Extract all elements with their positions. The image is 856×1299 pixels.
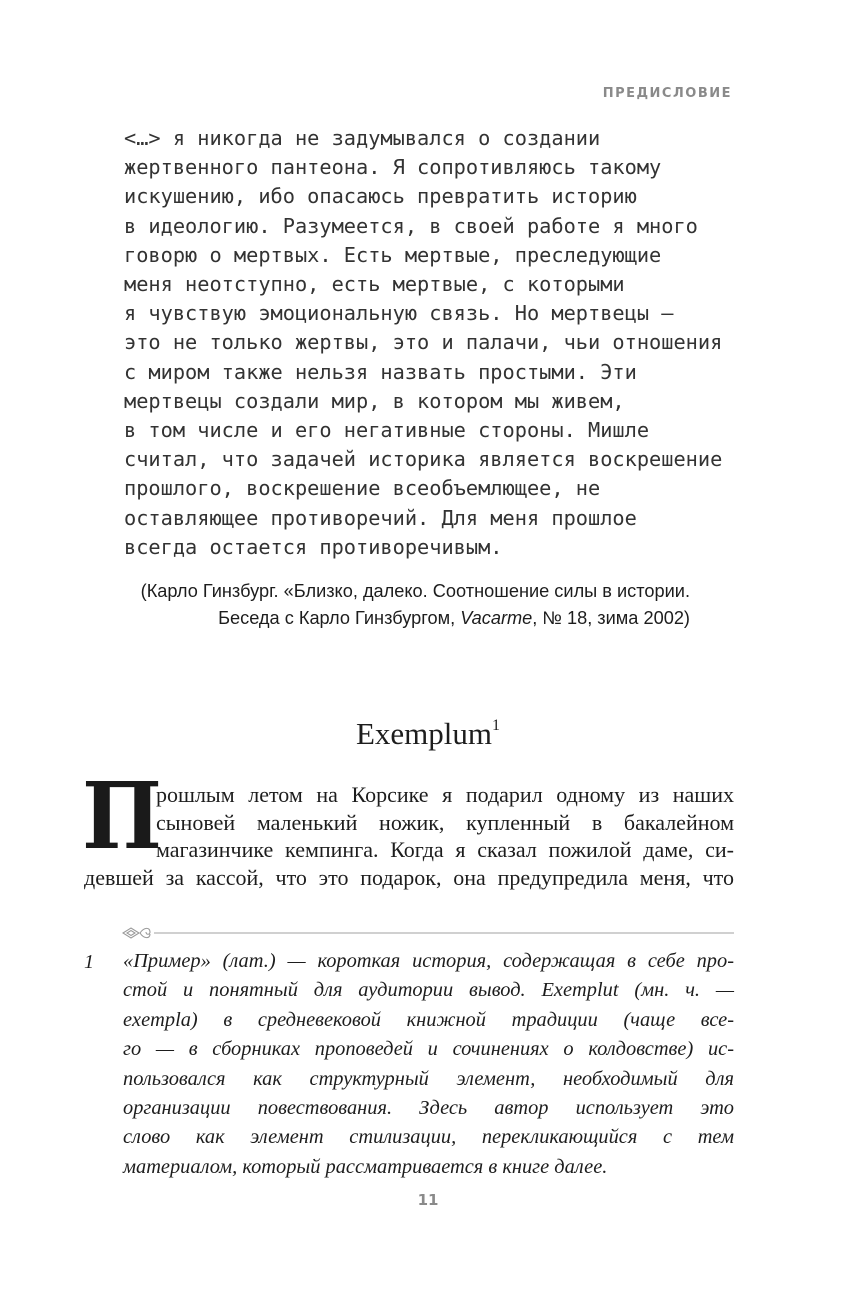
body-line: магазинчике кемпинга. Когда я сказал пожилой даме, си- bbox=[156, 837, 734, 863]
footnote-number: 1 bbox=[84, 951, 94, 973]
footnote-line: материалом, который рассматривается в книге далее. bbox=[123, 1155, 608, 1178]
epigraph bbox=[124, 124, 723, 562]
epigraph-line: оставляющее противоречий. Для меня прошлое bbox=[124, 505, 637, 530]
source-suffix: , № 18, зима 2002) bbox=[532, 608, 690, 628]
footnote-line: го — в сборниках проповедей и сочинениях о колдовстве) ис- bbox=[123, 1038, 734, 1061]
epigraph-line: считал, что задачей историка является воскрешение bbox=[124, 447, 723, 472]
footnote-line: организации повествования. Здесь автор использует это bbox=[123, 1097, 734, 1120]
epigraph-line: искушению, ибо опасаюсь превратить историю bbox=[124, 184, 637, 209]
epigraph-line: всегда остается противоречивым. bbox=[124, 534, 503, 559]
running-head: ПРЕДИСЛОВИЕ bbox=[602, 86, 732, 101]
section-title bbox=[0, 716, 856, 752]
epigraph-line: это не только жертвы, это и палачи, чьи отношения bbox=[124, 330, 723, 355]
body-line: рошлым летом на Корсике я подарил одному из наших bbox=[156, 782, 734, 807]
epigraph-line: с миром также нельзя назвать простыми. Эти bbox=[124, 359, 637, 384]
page-number: 11 bbox=[417, 1191, 439, 1209]
section-title-text: Exemplum bbox=[355, 716, 493, 751]
epigraph-line: говорю о мертвых. Есть мертвые, преследующие bbox=[124, 242, 662, 267]
source-prefix: Беседа с Карло Гинзбургом, bbox=[218, 608, 461, 628]
footnote-separator bbox=[122, 926, 734, 940]
source-line-2 bbox=[141, 605, 690, 632]
footnote-line: «Пример» (лат.) — короткая история, содержащая в себе про- bbox=[123, 950, 734, 972]
footnote-text bbox=[123, 947, 734, 1182]
epigraph-source bbox=[141, 578, 690, 632]
epigraph-line: жертвенного пантеона. Я сопротивляюсь такому bbox=[124, 155, 662, 180]
footnote-line: стой и понятный для аудитории вывод. Exemplut (мн. ч. — bbox=[123, 979, 734, 1002]
footnote-line: пользовался как структурный элемент, необходимый для bbox=[123, 1067, 734, 1090]
epigraph-line: в идеологию. Разумеется, в своей работе я много bbox=[124, 213, 698, 238]
footnote-ref[interactable]: 1 bbox=[492, 717, 501, 734]
epigraph-line: я чувствую эмоциональную связь. Но мертвецы — bbox=[124, 301, 674, 326]
epigraph-line: в том числе и его негативные стороны. Мишле bbox=[124, 418, 650, 443]
epigraph-line: <…> я никогда не задумывался о создании bbox=[124, 126, 601, 150]
floral-divider-icon bbox=[123, 928, 150, 938]
footnote-line: слово как элемент стилизации, перекликающийся с тем bbox=[123, 1126, 734, 1149]
body-paragraph bbox=[84, 781, 734, 891]
source-line-1: (Карло Гинзбург. «Близко, далеко. Соотношение силы в истории. bbox=[140, 581, 690, 601]
epigraph-line: меня неотступно, есть мертвые, с которыми bbox=[124, 272, 625, 297]
body-line: девшей за кассой, что это подарок, она предупредила меня, что bbox=[84, 864, 734, 890]
epigraph-line: прошлого, воскрешение всеобъемлющее, не bbox=[124, 476, 601, 501]
drop-cap: П bbox=[82, 762, 162, 870]
epigraph-line: мертвецы создали мир, в котором мы живем, bbox=[124, 388, 625, 413]
footnote-line: exempla) в средневековой книжной традиции (чаще все- bbox=[123, 1008, 734, 1031]
body-line: сыновей маленький ножик, купленный в бакалейном bbox=[156, 809, 734, 835]
source-journal: Vacarme bbox=[460, 608, 533, 628]
